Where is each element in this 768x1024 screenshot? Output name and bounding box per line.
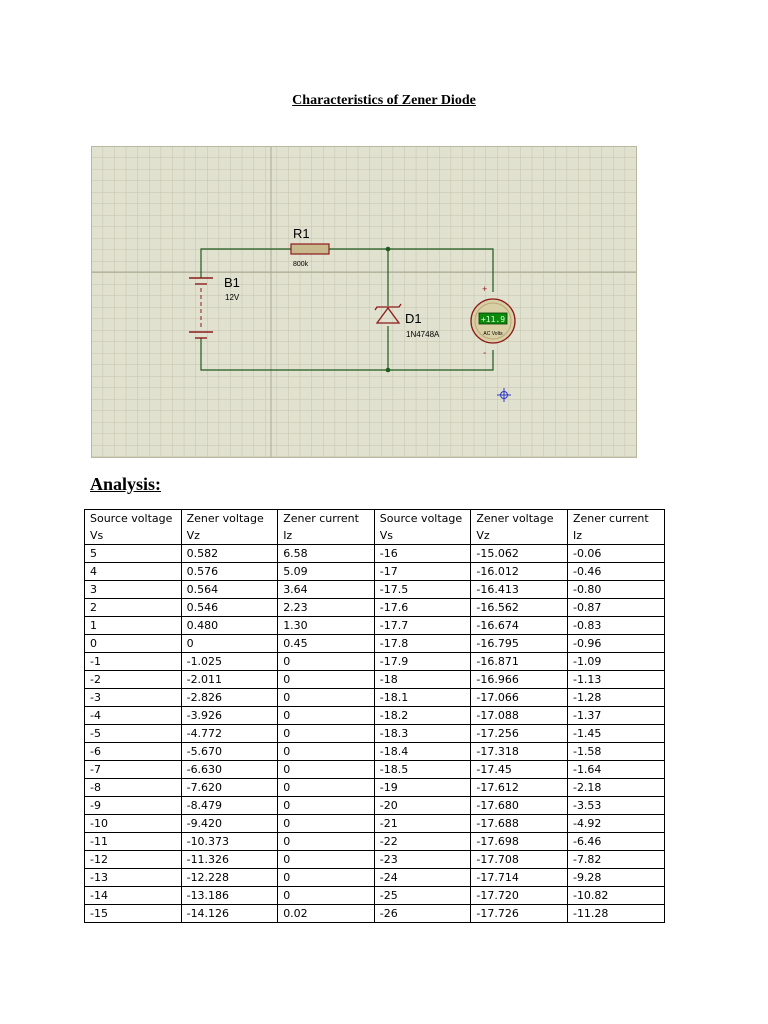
table-cell: -9 (85, 797, 182, 815)
table-cell: -23 (374, 851, 471, 869)
table-cell: -10 (85, 815, 182, 833)
page-title: Characteristics of Zener Diode (292, 93, 476, 108)
table-cell: -17.066 (471, 689, 568, 707)
table-cell: 0 (85, 635, 182, 653)
voltmeter-plus: + (482, 284, 488, 294)
table-row (85, 869, 665, 887)
table-cell: -17.318 (471, 743, 568, 761)
table-cell: -21 (374, 815, 471, 833)
table-cell: -12.228 (181, 869, 278, 887)
table-cell: 0 (278, 869, 375, 887)
table-cell: 0 (278, 833, 375, 851)
table-cell: -1.09 (567, 653, 664, 671)
table-cell: -16 (374, 545, 471, 563)
table-cell: 0 (278, 707, 375, 725)
table-cell: -16.413 (471, 581, 568, 599)
table-row (85, 815, 665, 833)
table-cell: -0.80 (567, 581, 664, 599)
table-cell: -24 (374, 869, 471, 887)
table-cell: -0.83 (567, 617, 664, 635)
table-cell: 0 (278, 743, 375, 761)
table-row (85, 545, 665, 563)
table-cell: 5.09 (278, 563, 375, 581)
table-cell: 4 (85, 563, 182, 581)
table-row (85, 581, 665, 599)
junction-top (386, 247, 391, 252)
battery-ref: B1 (224, 275, 240, 290)
table-cell: -6 (85, 743, 182, 761)
table-cell: 0.02 (278, 905, 375, 923)
table-cell: -13 (85, 869, 182, 887)
column-header (374, 510, 471, 545)
table-cell: -14 (85, 887, 182, 905)
table-cell: -19 (374, 779, 471, 797)
resistor-value: 800k (293, 261, 309, 268)
table-cell: -1.58 (567, 743, 664, 761)
table-cell: -18 (374, 671, 471, 689)
table-cell: -16.871 (471, 653, 568, 671)
table-cell: -10.82 (567, 887, 664, 905)
table-cell: 3 (85, 581, 182, 599)
table-cell: -0.87 (567, 599, 664, 617)
table-cell: 0 (181, 635, 278, 653)
table-row (85, 887, 665, 905)
table-cell: 0.480 (181, 617, 278, 635)
table-cell: -5.670 (181, 743, 278, 761)
table-cell: -10.373 (181, 833, 278, 851)
table-cell: -8 (85, 779, 182, 797)
table-cell: -17.714 (471, 869, 568, 887)
column-header-symbol: Vz (476, 529, 490, 542)
table-cell: -3.53 (567, 797, 664, 815)
table-cell: 2 (85, 599, 182, 617)
table-cell: -15 (85, 905, 182, 923)
column-header (567, 510, 664, 545)
table-cell: -1.37 (567, 707, 664, 725)
table-cell: -16.966 (471, 671, 568, 689)
table-cell: -1.025 (181, 653, 278, 671)
table-row (85, 689, 665, 707)
table-row (85, 599, 665, 617)
grid-lines (91, 146, 637, 458)
column-header-symbol: Vs (90, 529, 104, 542)
table-cell: -7 (85, 761, 182, 779)
table-cell: -17.612 (471, 779, 568, 797)
table-body (85, 545, 665, 923)
table-cell: -18.1 (374, 689, 471, 707)
table-cell: 0 (278, 887, 375, 905)
table-cell: -4.772 (181, 725, 278, 743)
table-cell: -2 (85, 671, 182, 689)
header-row (85, 510, 665, 545)
column-header-title: Zener current (283, 512, 359, 525)
column-header (278, 510, 375, 545)
table-cell: 0 (278, 725, 375, 743)
table-cell: -3 (85, 689, 182, 707)
table-cell: -16.012 (471, 563, 568, 581)
table-cell: 0 (278, 851, 375, 869)
table-row (85, 725, 665, 743)
table-cell: -0.96 (567, 635, 664, 653)
table-cell: -25 (374, 887, 471, 905)
table-cell: 0 (278, 761, 375, 779)
table-cell: 0.45 (278, 635, 375, 653)
table-cell: 6.58 (278, 545, 375, 563)
battery-value: 12V (225, 293, 240, 302)
voltmeter-reading: +11.9 (480, 315, 506, 324)
table-cell: -3.926 (181, 707, 278, 725)
table-cell: -18.2 (374, 707, 471, 725)
table-cell: -0.06 (567, 545, 664, 563)
table-row (85, 761, 665, 779)
table-cell: -14.126 (181, 905, 278, 923)
table-cell: -8.479 (181, 797, 278, 815)
table-cell: 0 (278, 815, 375, 833)
table-cell: 1.30 (278, 617, 375, 635)
table-cell: -2.826 (181, 689, 278, 707)
table-cell: -9.420 (181, 815, 278, 833)
table-cell: -5 (85, 725, 182, 743)
table-cell: -6.630 (181, 761, 278, 779)
table-cell: 0.576 (181, 563, 278, 581)
table-cell: 0 (278, 689, 375, 707)
table-cell: 0.582 (181, 545, 278, 563)
table-cell: -18.5 (374, 761, 471, 779)
table-cell: -16.674 (471, 617, 568, 635)
table-cell: -17.7 (374, 617, 471, 635)
table-cell: -17.8 (374, 635, 471, 653)
table-cell: -7.620 (181, 779, 278, 797)
table-cell: -17.698 (471, 833, 568, 851)
table-row (85, 833, 665, 851)
table-cell: -17.088 (471, 707, 568, 725)
column-header-title: Zener current (572, 512, 649, 525)
table-row (85, 779, 665, 797)
junction-bottom (386, 368, 391, 373)
table-cell: -17.726 (471, 905, 568, 923)
table-cell: -17.6 (374, 599, 471, 617)
table-row (85, 617, 665, 635)
table-cell: -4 (85, 707, 182, 725)
column-header-title: Source voltage (379, 512, 463, 525)
resistor-ref: R1 (293, 226, 310, 241)
table-cell: -17.680 (471, 797, 568, 815)
table-cell: -7.82 (567, 851, 664, 869)
table-cell: -17.9 (374, 653, 471, 671)
table-cell: -1.45 (567, 725, 664, 743)
column-header (471, 510, 568, 545)
table-cell: -17.720 (471, 887, 568, 905)
table-row (85, 635, 665, 653)
voltmeter-label: AC Volts (483, 331, 503, 337)
analysis-heading: Analysis: (90, 474, 162, 494)
table-cell: 5 (85, 545, 182, 563)
table-cell: -11 (85, 833, 182, 851)
table-row (85, 671, 665, 689)
voltmeter-minus: - (483, 348, 487, 359)
table-row (85, 797, 665, 815)
table-cell: -16.795 (471, 635, 568, 653)
table-header (85, 510, 665, 545)
table-row (85, 563, 665, 581)
table-cell: -26 (374, 905, 471, 923)
table-cell: 1 (85, 617, 182, 635)
table-cell: -9.28 (567, 869, 664, 887)
table-cell: -18.4 (374, 743, 471, 761)
column-header (181, 510, 278, 545)
table-cell: -17 (374, 563, 471, 581)
table-cell: -17.708 (471, 851, 568, 869)
table-cell: -11.28 (567, 905, 664, 923)
table-cell: 3.64 (278, 581, 375, 599)
table-cell: -11.326 (181, 851, 278, 869)
table-cell: -17.45 (471, 761, 568, 779)
table-cell: -4.92 (567, 815, 664, 833)
column-header-symbol: Iz (572, 529, 582, 542)
measurement-table (84, 509, 665, 923)
circuit-schematic (91, 146, 637, 458)
table-cell: 0 (278, 797, 375, 815)
table-row (85, 905, 665, 923)
table-cell: -1.64 (567, 761, 664, 779)
table-cell: -13.186 (181, 887, 278, 905)
column-header-symbol: Vz (186, 529, 200, 542)
table-cell: -15.062 (471, 545, 568, 563)
table-cell: -1.13 (567, 671, 664, 689)
table-cell: -20 (374, 797, 471, 815)
table-cell: -17.5 (374, 581, 471, 599)
table-cell: -0.46 (567, 563, 664, 581)
table-cell: 0.564 (181, 581, 278, 599)
column-header-symbol: Iz (283, 529, 293, 542)
table-cell: -12 (85, 851, 182, 869)
table-cell: -1 (85, 653, 182, 671)
table-cell: 0 (278, 653, 375, 671)
column-header-title: Zener voltage (476, 512, 554, 525)
table-row (85, 707, 665, 725)
table-cell: -17.256 (471, 725, 568, 743)
table-cell: 0 (278, 671, 375, 689)
table-cell: -2.011 (181, 671, 278, 689)
column-header (85, 510, 182, 545)
table-cell: -6.46 (567, 833, 664, 851)
diode-ref: D1 (405, 311, 422, 326)
column-header-title: Zener voltage (186, 512, 264, 525)
table-row (85, 851, 665, 869)
diode-value: 1N4748A (406, 330, 440, 339)
table-cell: 0 (278, 779, 375, 797)
table-cell: -22 (374, 833, 471, 851)
column-header-symbol: Vs (379, 529, 394, 542)
table-row (85, 743, 665, 761)
table-cell: -18.3 (374, 725, 471, 743)
table-cell: -2.18 (567, 779, 664, 797)
column-header-title: Source voltage (90, 512, 173, 525)
table-cell: 0.546 (181, 599, 278, 617)
table-cell: 2.23 (278, 599, 375, 617)
table-cell: -16.562 (471, 599, 568, 617)
table-cell: -17.688 (471, 815, 568, 833)
table-row (85, 653, 665, 671)
table-cell: -1.28 (567, 689, 664, 707)
